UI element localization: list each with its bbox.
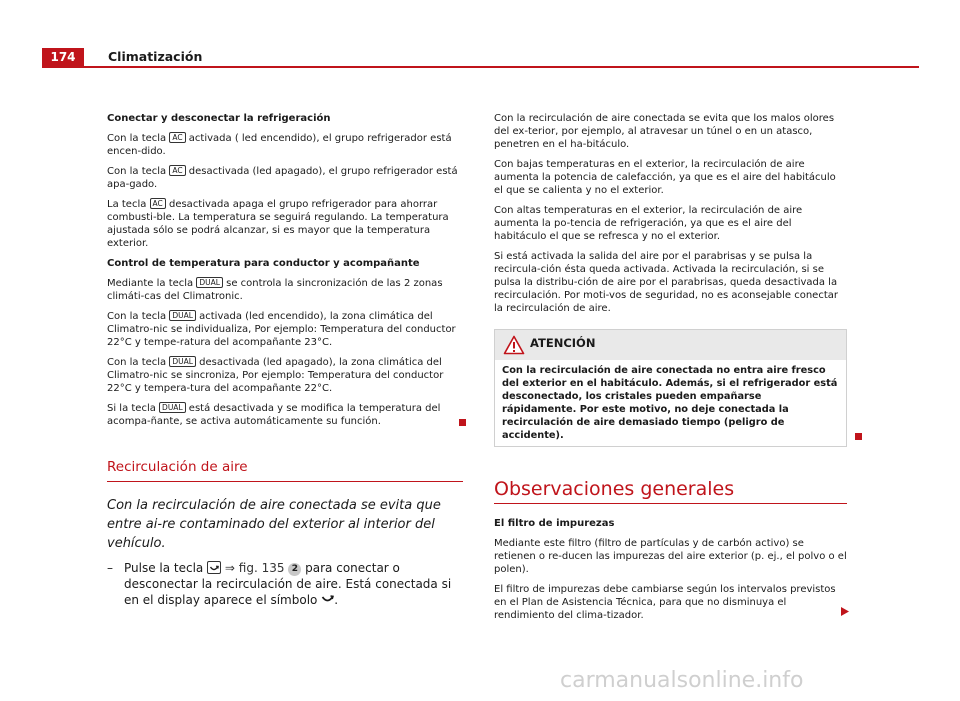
paragraph [494,583,847,622]
text: desactivada (led apagado), el grupo refrigerador está apa-gado. [107,166,458,190]
paragraph: Mediante este filtro (filtro de partículas y de carbón activo) se retienen o re-ducen las impurezas del aire exterior (p. ej., el polvo o el polen). [494,538,847,575]
step-item [107,560,463,608]
text: Si la tecla [107,403,160,414]
paragraph [107,277,463,303]
chapter-title: Climatización [108,49,203,64]
text: El filtro de impurezas debe cambiarse según los intervalos previstos en el Plan de Asistencia Técnica, para que no disminuya el rendimiento del clima-tizador. [494,584,836,621]
paragraph: Con altas temperaturas en el exterior, la recirculación de aire aumenta la po-tencia de refrigeración, ya que es el aire del habitáculo el que se refresca y no el exterior. [494,205,803,242]
ac-key: AC [169,132,185,143]
text: se controla la sincronización de las 2 zonas climáti-cas del Climatronic. [107,278,443,302]
text: está desactivada y se modifica la temperatura del acompa-ñante, se activa automáticamente su función. [107,403,441,427]
text: desactivada apaga el grupo refrigerador para ahorrar combusti-ble. La temperatura se seguirá regulando. La temperatura ajustada sólo se podrá alcanzar, si es mayor que la temperatura exterior. [107,199,449,249]
text: Con la tecla [107,311,170,322]
text: activada ( led encendido), el grupo refrigerador está encen-dido. [107,133,452,157]
intro-lead: Con la recirculación de aire conectada se evita que entre ai-re contaminado del exterior al interior del vehículo. [107,498,441,551]
dual-key: DUAL [159,402,186,413]
continue-arrow-icon [841,607,849,620]
header-rule [42,66,919,68]
paragraph [107,402,463,428]
callout-number: 2 [288,563,301,576]
watermark: carmanualsonline.info [560,668,804,693]
figure-reference[interactable]: ⇒ fig. 135 [221,561,289,575]
subheading-temperature: Control de temperatura para conductor y acompañante [107,258,420,269]
text: La tecla [107,199,150,210]
dual-key: DUAL [196,277,223,288]
text: . [334,593,339,607]
paragraph [107,165,463,191]
warning-box [494,329,847,447]
ac-key: AC [169,165,185,176]
text: para conectar o desconectar la recirculación de aire. Está conectada si en el display aparece el símbolo [124,561,452,607]
recirculation-symbol-icon [321,593,334,607]
text: Mediante la tecla [107,278,197,289]
text: Con la tecla [107,133,170,144]
paragraph [107,132,463,158]
text: Con la tecla [107,166,170,177]
recirculation-key-icon [207,561,221,574]
paragraph [107,356,463,395]
warning-title: ATENCIÓN [530,336,596,350]
right-column [494,112,847,629]
dual-key: DUAL [169,310,196,321]
section-title-general: Observaciones generales [494,478,735,500]
warning-triangle-icon [503,335,525,359]
text: Con la tecla [107,357,170,368]
step-dash: – [107,561,113,575]
paragraph: Con bajas temperaturas en el exterior, la recirculación de aire aumenta la potencia de calefacción, ya que es el aire del habitáculo el que se calienta y no el exterior. [494,159,836,196]
text: desactivada (led apagado), la zona climática del Climatro-nic se sincroniza, Por ejemplo: Temperatura del conductor 22°C y tempera-tura del acompañante 22°C. [107,357,444,394]
subheading-refrigeration: Conectar y desconectar la refrigeración [107,113,331,124]
warning-header [495,330,846,360]
paragraph [107,310,463,349]
paragraph: Si está activada la salida del aire por el parabrisas y se pulsa la recircula-ción ésta queda activada. Activada la recirculación, si se pulsa la distribu-ción de aire por el parabrisas, queda desactivada la recirculación. Por moti-vos de seguridad, no es aconsejable conectar la recirculación de aire. [494,251,838,314]
text: activada (led encendido), la zona climática del Climatro-nic se individualiza, Por ejemplo: Temperatura del conductor 22°C y tempe-ratura del acompañante 23°C. [107,311,456,348]
page-header [0,0,960,70]
subheading-filter: El filtro de impurezas [494,518,615,529]
left-column [107,112,463,615]
section-rule [494,503,847,504]
section-title-recirculation: Recirculación de aire [107,459,248,475]
paragraph: Con la recirculación de aire conectada se evita que los malos olores del ex-terior, por ejemplo, al atravesar un túnel o en un atasco, penetren en el ha-bitáculo. [494,113,835,150]
section-rule [107,481,463,482]
end-marker [855,433,862,440]
dual-key: DUAL [169,356,196,367]
ac-key: AC [150,198,166,209]
warning-body: Con la recirculación de aire conectada no entra aire fresco del exterior en el habitáculo. Además, si el refrigerador está desconectado, los cristales pueden empañarse rápidamente. Por este motivo, no deje conectada la recirculación de aire demasiado tiempo (peligro de accidente). [502,365,838,441]
end-marker [459,419,466,426]
page-number: 174 [42,48,84,66]
paragraph [107,198,463,250]
text: Pulse la tecla [124,561,208,575]
